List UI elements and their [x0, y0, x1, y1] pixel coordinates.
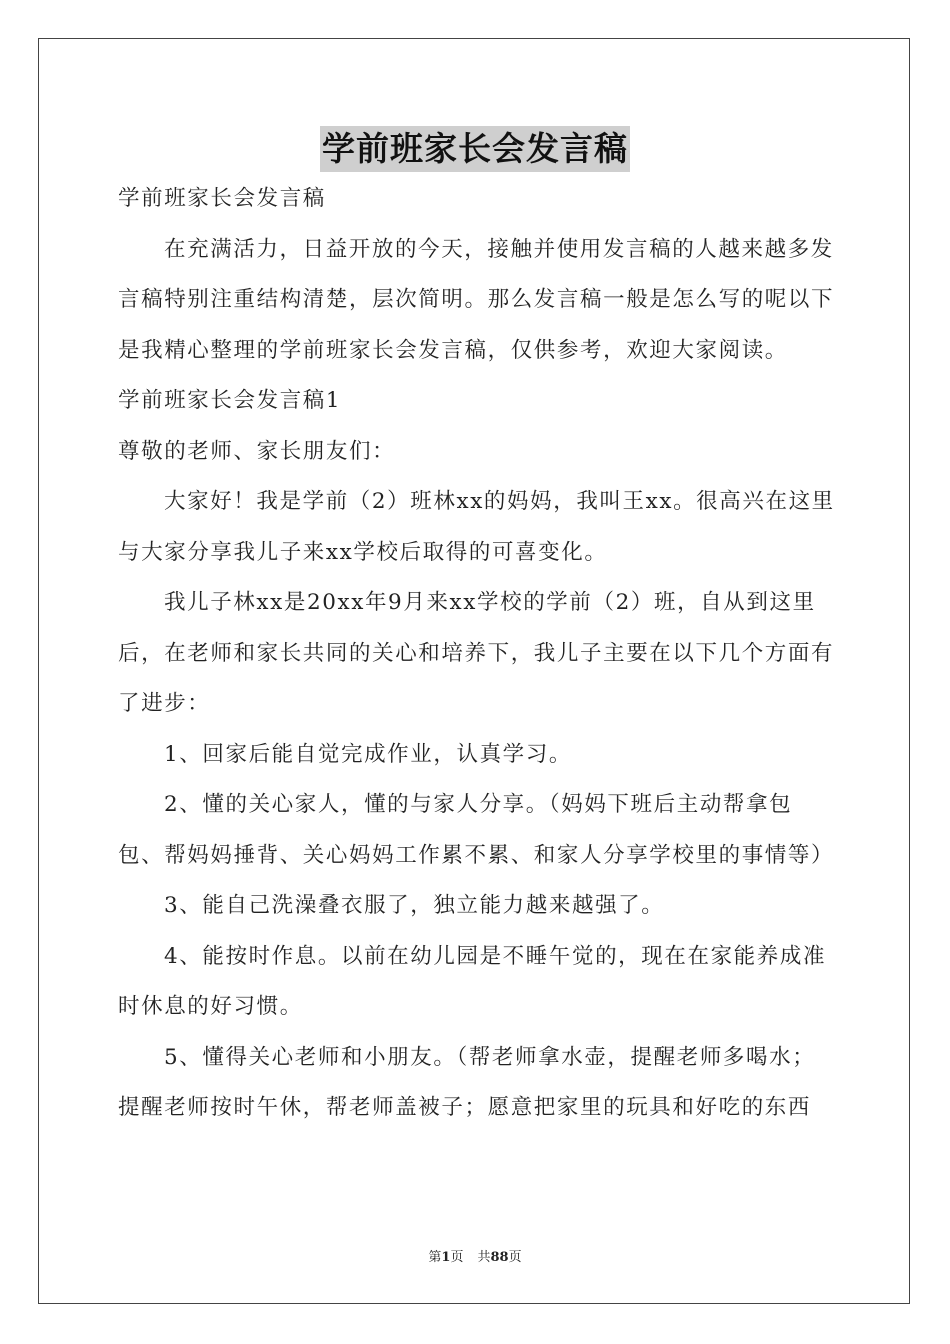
- page-suffix: 页: [450, 1250, 464, 1265]
- paragraph: 学前班家长会发言稿1: [118, 388, 342, 413]
- page-prefix: 第: [428, 1250, 442, 1265]
- paragraph: 大家好！我是学前（2）班林xx的妈妈，我叫王xx。很高兴在这里与大家分享我儿子来xx学校后取得的可喜变化。: [118, 489, 835, 565]
- page-current: 1: [441, 1250, 451, 1265]
- total-prefix: 共: [477, 1250, 491, 1265]
- paragraph: 我儿子林xx是20xx年9月来xx学校的学前（2）班，自从到这里后，在老师和家长共同的关心和培养下，我儿子主要在以下几个方面有了进步：: [118, 590, 835, 716]
- page-footer: [0, 1246, 950, 1265]
- paragraph: 5、懂得关心老师和小朋友。（帮老师拿水壶，提醒老师多喝水；提醒老师按时午休，帮老师盖被子；愿意把家里的玩具和好吃的东西: [118, 1044, 816, 1120]
- document-body: [118, 174, 838, 1134]
- document-title: 学前班家长会发言稿: [320, 126, 630, 172]
- paragraph: 1、回家后能自觉完成作业，认真学习。: [164, 741, 572, 767]
- title-area: [0, 126, 950, 172]
- paragraph: 3、能自己洗澡叠衣服了，独立能力越来越强了。: [164, 893, 665, 918]
- total-suffix: 页: [508, 1250, 522, 1265]
- paragraph: 尊敬的老师、家长朋友们：: [118, 438, 396, 464]
- paragraph: 2、懂的关心家人，懂的与家人分享。（妈妈下班后主动帮拿包包、帮妈妈捶背、关心妈妈工作累不累、和家人分享学校里的事情等）: [118, 792, 835, 868]
- paragraph: 在充满活力，日益开放的今天，接触并使用发言稿的人越来越多发言稿特别注重结构清楚，层次简明。那么发言稿一般是怎么写的呢以下是我精心整理的学前班家长会发言稿，仅供参考，欢迎大家阅读。: [118, 236, 835, 363]
- paragraph: 学前班家长会发言稿: [118, 186, 326, 211]
- paragraph: 4、能按时作息。以前在幼儿园是不睡午觉的，现在在家能养成准时休息的好习惯。: [118, 943, 827, 1019]
- page-total: 88: [490, 1250, 509, 1265]
